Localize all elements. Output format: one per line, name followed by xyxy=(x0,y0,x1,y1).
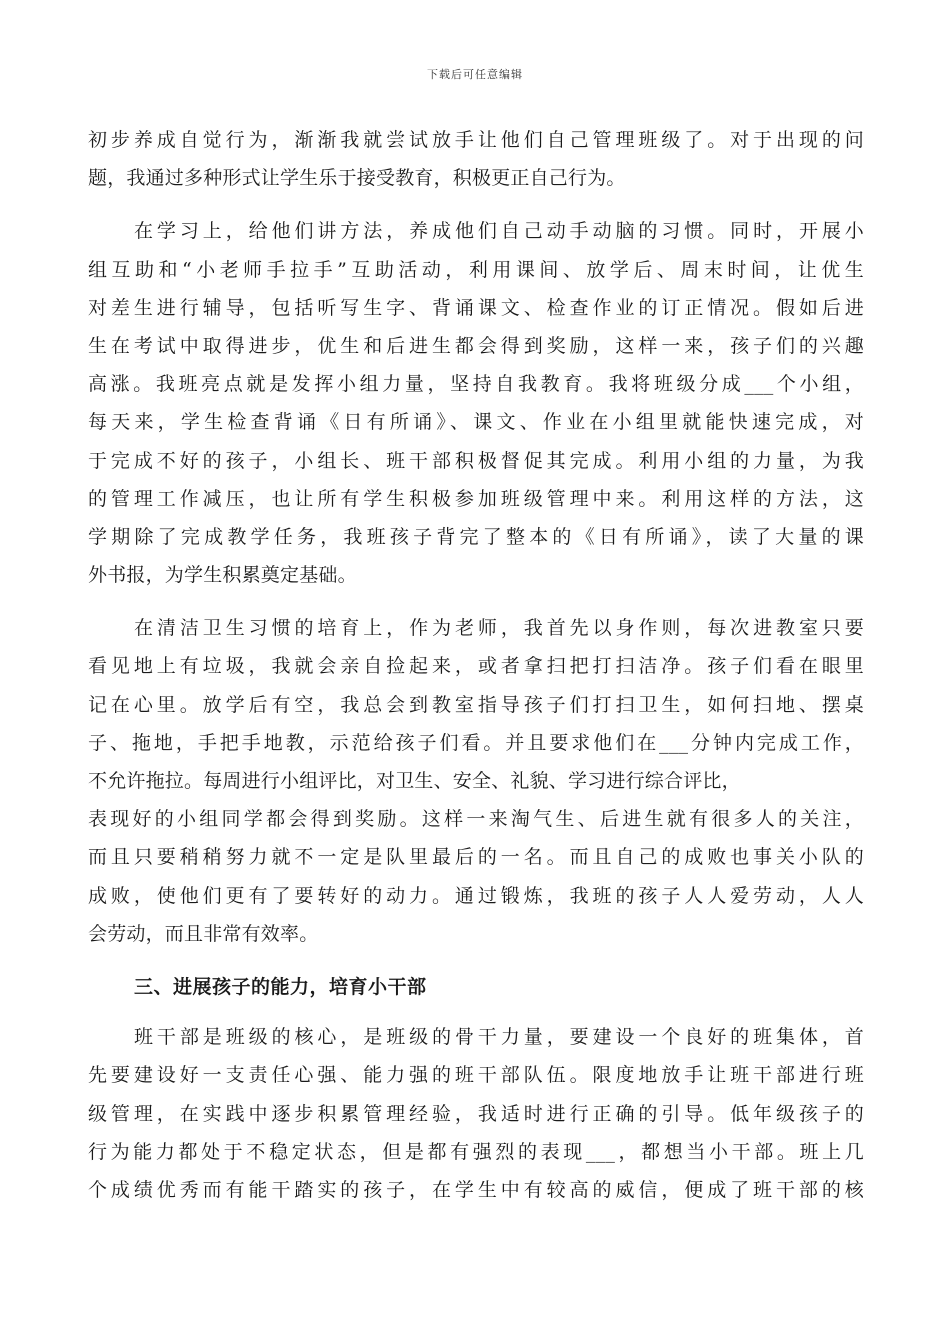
text-line: 的管理工作减压，也让所有学生积极参加班级管理中来。利用这样的方法，这 xyxy=(88,487,864,510)
text-line: 表现好的小组同学都会得到奖励。这样一来淘气生、后进生就有很多人的关注， xyxy=(88,808,864,831)
text-line: 个成绩优秀而有能干踏实的孩子，在学生中有较高的威信，便成了班干部的核 xyxy=(88,1178,864,1201)
text-line: 生在考试中取得进步，优生和后进生都会得到奖励，这样一来，孩子们的兴趣 xyxy=(88,334,864,357)
text-line: 成败，使他们更有了要转好的动力。通过锻炼，我班的孩子人人爱劳动，人人 xyxy=(88,884,864,907)
text-line: 先要建设好一支责任心强、能力强的班干部队伍。限度地放手让班干部进行班 xyxy=(88,1064,864,1087)
text-line: 外书报，为学生积累奠定基础。 xyxy=(88,564,357,587)
text-line: 记在心里。放学后有空，我总会到教室指导孩子们打扫卫生，如何扫地、摆桌 xyxy=(88,693,864,716)
text-line: 在清洁卫生习惯的培育上，作为老师，我首先以身作则，每次进教室只要 xyxy=(134,617,864,640)
text-line: 对差生进行辅导，包括听写生字、背诵课文、检查作业的订正情况。假如后进 xyxy=(88,296,864,319)
text-line: 在学习上，给他们讲方法，养成他们自己动手动脑的习惯。同时，开展小 xyxy=(134,220,864,243)
text-line: 子、拖地，手把手地教，示范给孩子们看。并且要求他们在___分钟内完成工作， xyxy=(88,731,864,754)
section-heading: 三、进展孩子的能力，培育小干部 xyxy=(134,975,427,998)
text-line: 行为能力都处于不稳定状态，但是都有强烈的表现___，都想当小干部。班上几 xyxy=(88,1140,864,1163)
document-body xyxy=(88,121,864,1209)
text-line: 级管理，在实践中逐步积累管理经验，我适时进行正确的引导。低年级孩子的 xyxy=(88,1102,864,1125)
text-line: 高涨。我班亮点就是发挥小组力量，坚持自我教育。我将班级分成___个小组， xyxy=(88,373,864,396)
text-line: 而且只要稍稍努力就不一定是队里最后的一名。而且自己的成败也事关小队的 xyxy=(88,846,864,869)
text-line: 初步养成自觉行为，渐渐我就尝试放手让他们自己管理班级了。对于出现的问 xyxy=(88,129,864,151)
paragraph-4 xyxy=(88,1018,864,1209)
text-line: 学期除了完成教学任务，我班孩子背完了整本的《日有所诵》，读了大量的课 xyxy=(88,525,864,548)
paragraph-2 xyxy=(88,212,864,594)
text-line: 会劳动，而且非常有效率。 xyxy=(88,922,319,945)
text-line: 看见地上有垃圾，我就会亲自捡起来，或者拿扫把打扫洁净。孩子们看在眼里 xyxy=(88,655,864,678)
text-line: 不允许拖拉。每周进行小组评比，对卫生、安全、礼貌、学习进行综合评比， xyxy=(88,770,741,792)
text-line: 每天来，学生检查背诵《日有所诵》、课文、作业在小组里就能快速完成，对 xyxy=(88,411,864,434)
paragraph-3 xyxy=(88,609,864,953)
text-line: 组互助和“小老师手拉手”互助活动，利用课间、放学后、周末时间，让优生 xyxy=(88,258,864,281)
page-header: 下载后可任意编辑 xyxy=(427,68,523,81)
paragraph-1 xyxy=(88,121,864,197)
text-line: 于完成不好的孩子，小组长、班干部积极督促其完成。利用小组的力量，为我 xyxy=(88,449,864,472)
text-line: 题，我通过多种形式让学生乐于接受教育，积极更正自己行为。 xyxy=(88,167,626,190)
text-line: 班干部是班级的核心，是班级的骨干力量，要建设一个良好的班集体，首 xyxy=(134,1026,864,1049)
